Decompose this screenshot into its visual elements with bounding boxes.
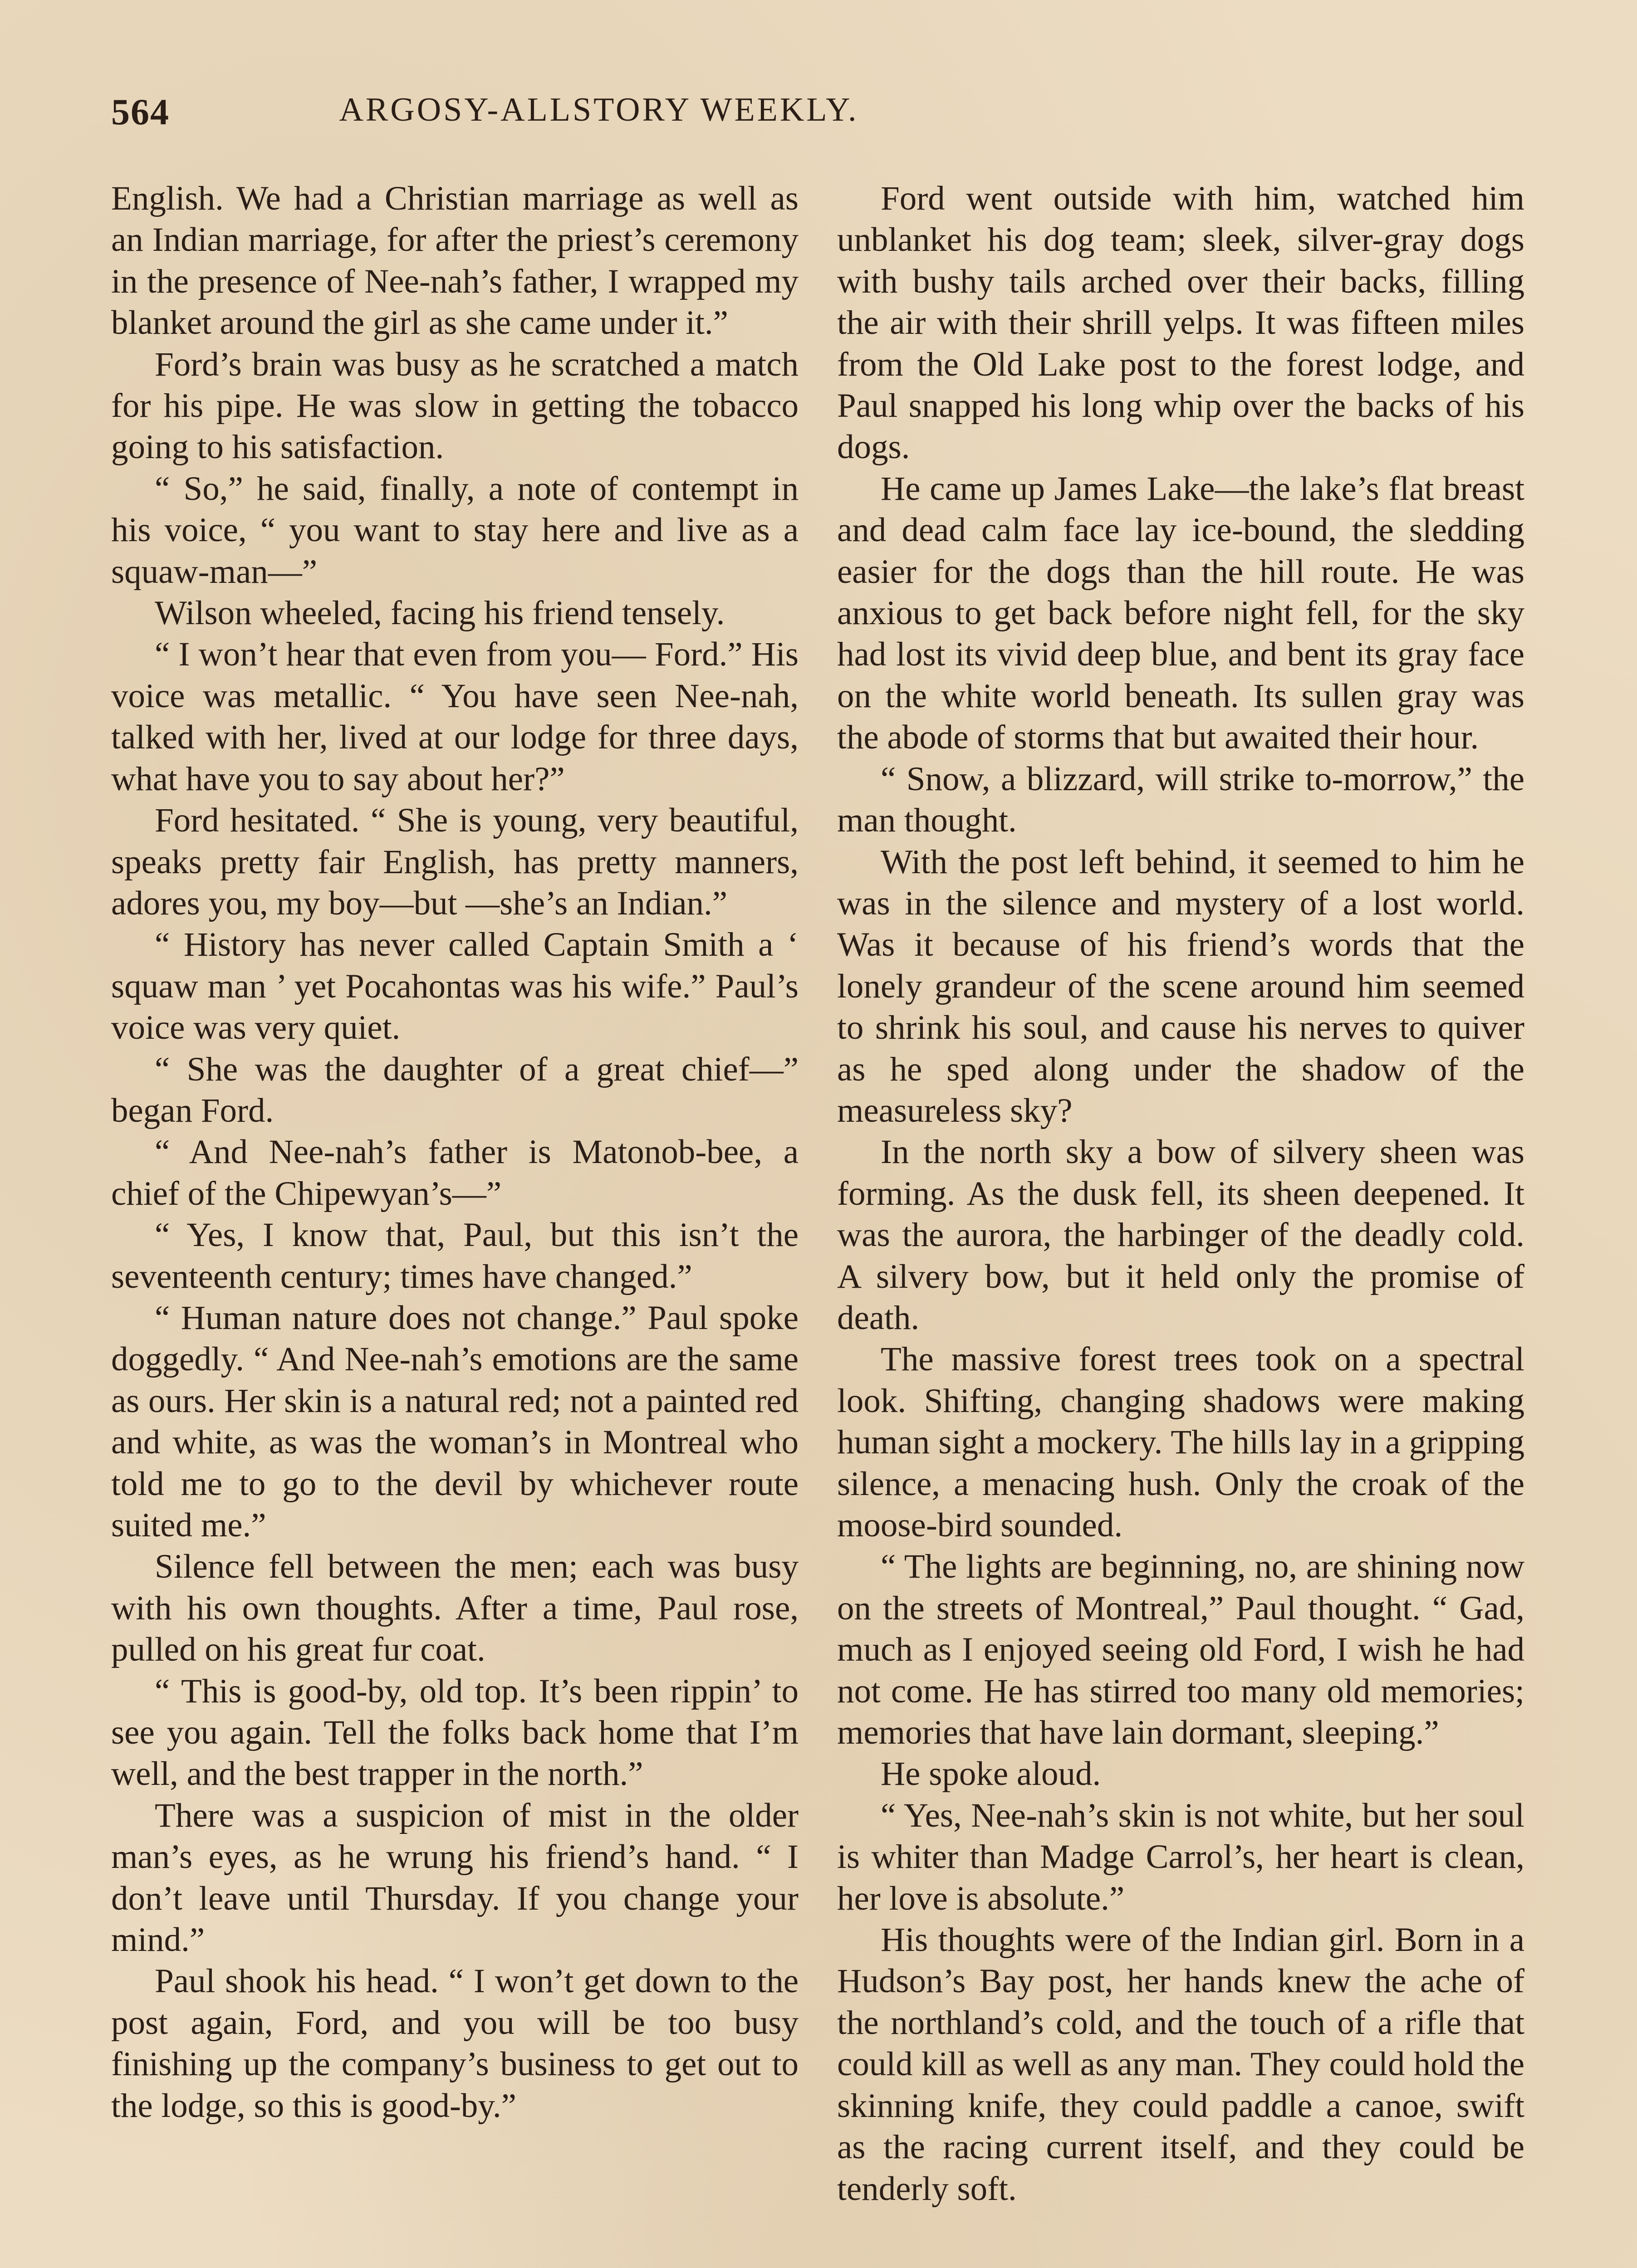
paragraph: Silence fell between the men; each was busy with his own thoughts. After a time, Paul rose, pulled on his great fur coat. [111,1548,799,1669]
paragraph: The massive forest trees took on a spectral look. Shifting, changing shadows were making human sight a mockery. The hills lay in a gripping silence, a menacing hush. Only the croak of the moose-bird sounded. [837,1340,1524,1544]
paragraph: With the post left behind, it seemed to him he was in the silence and mystery of a lost world. Was it because of his friend’s words that the lonely grandeur of the scene around him seemed to shrink his soul, and cause his nerves to quiver as he sped along under the shadow of the measureless sky? [837,843,1524,1129]
paragraph: Ford went outside with him, watched him unblanket his dog team; sleek, silver-gray dogs with bushy tails arched over their backs, filling the air with their shrill yelps. It was fifteen miles from the Old Lake post to the forest lodge, and Paul snapped his long whip over the backs of his dogs. [837,180,1524,466]
left-column [111,178,799,2268]
paragraph: “ So,” he said, finally, a note of contempt in his voice, “ you want to stay here and live as a squaw-man—” [111,469,799,591]
paragraph: There was a suspicion of mist in the older man’s eyes, as he wrung his friend’s hand. “ I don’t leave until Thursday. If you change your mind.” [111,1796,799,1959]
paragraph: English. We had a Christian marriage as well as an Indian marriage, for after the priest’s ceremony in the presence of Nee-nah’s father, I wrapped my blanket around the girl as she came under it.” [111,180,799,342]
paragraph: He spoke aloud. [881,1755,1101,1793]
paragraph: “ I won’t hear that even from you— Ford.” His voice was metallic. “ You have seen Nee-nah, talked with her, lived at our lodge for three days, what have you to say about her?” [111,635,799,798]
running-head: ARGOSY-ALLSTORY WEEKLY. [339,91,859,128]
paragraph: “ And Nee-nah’s father is Matonob-bee, a chief of the Chipewyan’s—” [111,1133,799,1212]
paragraph: “ The lights are beginning, no, are shining now on the streets of Montreal,” Paul thought. “ Gad, much as I enjoyed seeing old Ford, I wish he had not come. He has stirred too many old memories; memories that have lain dormant, sleeping.” [837,1548,1524,1752]
paragraph: In the north sky a bow of silvery sheen was forming. As the dusk fell, its sheen deepened. It was the aurora, the harbinger of the deadly cold. A silvery bow, but it held only the promise of death. [837,1133,1524,1337]
paragraph: Paul shook his head. “ I won’t get down to the post again, Ford, and you will be too busy finishing up the company’s business to get out to the lodge, so this is good-by.” [111,1962,799,2125]
paragraph: “ This is good-by, old top. It’s been rippin’ to see you again. Tell the folks back home that I’m well, and the best trapper in the north.” [111,1672,799,1793]
paragraph: “ Yes, I know that, Paul, but this isn’t the seventeenth century; times have changed.” [111,1216,799,1295]
paragraph: “ History has never called Captain Smith a ‘ squaw man ’ yet Pocahontas was his wife.” Paul’s voice was very quiet. [111,926,799,1047]
page-number: 564 [111,91,170,132]
paragraph: “ She was the daughter of a great chief—” began Ford. [111,1050,799,1129]
paragraph: “ Snow, a blizzard, will strike to-morrow,” the man thought. [837,760,1524,840]
right-column [837,178,1524,2268]
paragraph: “ Human nature does not change.” Paul spoke doggedly. “ And Nee-nah’s emotions are the same as ours. Her skin is a natural red; not a painted red and white, as was the woman’s in Montreal who told me to go to the devil by whichever route suited me.” [111,1299,799,1544]
page-header [111,91,1087,141]
paragraph: Ford’s brain was busy as he scratched a match for his pipe. He was slow in getting the tobacco going to his satisfaction. [111,345,799,466]
paragraph: Ford hesitated. “ She is young, very beautiful, speaks pretty fair English, has pretty manners, adores you, my boy—but —she’s an Indian.” [111,802,799,922]
paragraph: “ Yes, Nee-nah’s skin is not white, but her soul is whiter than Madge Carrol’s, her heart is clean, her love is absolute.” [837,1796,1524,1917]
paragraph: His thoughts were of the Indian girl. Born in a Hudson’s Bay post, her hands knew the ache of the northland’s cold, and the touch of a rifle that could kill as well as any man. They could hold the skinning knife, they could paddle a canoe, swift as the racing current itself, and they could be tenderly soft. [837,1921,1524,2208]
paragraph: He came up James Lake—the lake’s flat breast and dead calm face lay ice-bound, the sledding easier for the dogs than the hill route. He was anxious to get back before night fell, for the sky had lost its vivid deep blue, and bent its gray face on the white world beneath. Its sullen gray was the abode of storms that but awaited their hour. [837,469,1524,757]
paragraph: Wilson wheeled, facing his friend tensely. [155,594,725,632]
